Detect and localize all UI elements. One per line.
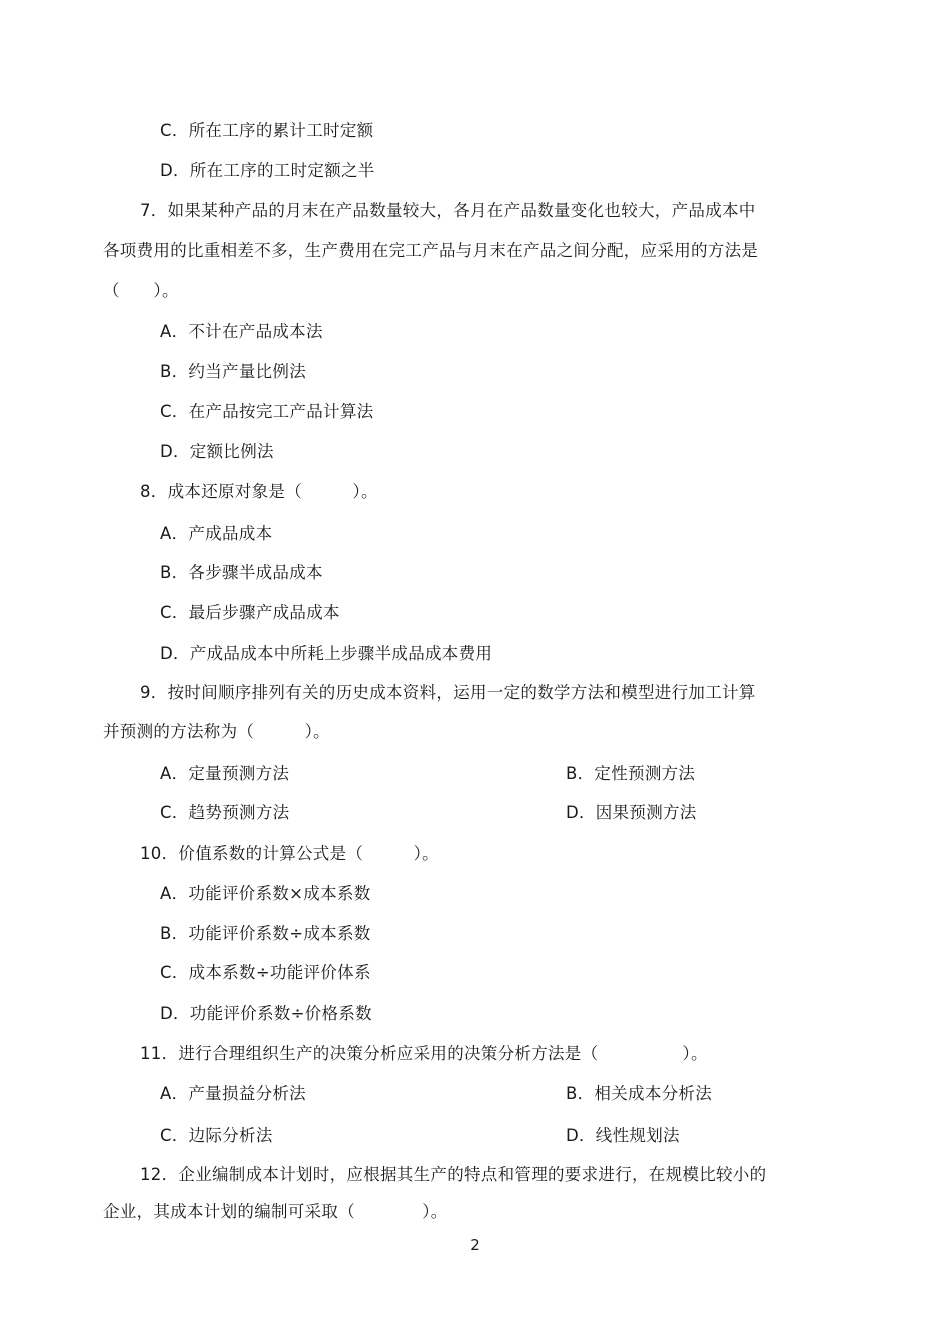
q7-option-a: A．不计在产品成本法 xyxy=(160,322,323,341)
q7-stem-line-3: （ ）。 xyxy=(103,281,179,300)
q9-option-a: A．定量预测方法 xyxy=(160,764,290,783)
q7-option-b: B．约当产量比例法 xyxy=(160,362,307,381)
q11-option-c: C．边际分析法 xyxy=(160,1126,273,1145)
q7-stem-line-2: 各项费用的比重相差不多，生产费用在完工产品与月末在产品之间分配，应采用的方法是 xyxy=(103,241,759,260)
q10-option-d: D．功能评价系数÷价格系数 xyxy=(160,1004,372,1023)
q7-stem-line-1: 7．如果某种产品的月末在产品数量较大，各月在产品数量变化也较大，产品成本中 xyxy=(140,201,756,220)
q8-option-c: C．最后步骤产成品成本 xyxy=(160,603,340,622)
q8-option-a: A．产成品成本 xyxy=(160,524,273,543)
q9-option-b: B．定性预测方法 xyxy=(566,764,696,783)
page-number: 2 xyxy=(470,1236,480,1254)
q11-option-b: B．相关成本分析法 xyxy=(566,1084,713,1103)
q11-option-a: A．产量损益分析法 xyxy=(160,1084,306,1103)
q11-stem: 11．进行合理组织生产的决策分析应采用的决策分析方法是（ ）。 xyxy=(140,1044,708,1063)
q7-option-d: D．定额比例法 xyxy=(160,442,274,461)
q12-stem-line-2: 企业，其成本计划的编制可采取（ ）。 xyxy=(103,1202,448,1221)
q6-option-d: D．所在工序的工时定额之半 xyxy=(160,161,375,180)
q7-option-c: C．在产品按完工产品计算法 xyxy=(160,402,374,421)
q9-option-c: C．趋势预测方法 xyxy=(160,803,290,822)
q10-stem: 10．价值系数的计算公式是（ ）。 xyxy=(140,844,439,863)
q12-stem-line-1: 12．企业编制成本计划时，应根据其生产的特点和管理的要求进行，在规模比较小的 xyxy=(140,1165,767,1184)
q10-option-a: A．功能评价系数×成本系数 xyxy=(160,884,371,903)
q6-option-c: C．所在工序的累计工时定额 xyxy=(160,121,374,140)
q9-option-d: D．因果预测方法 xyxy=(566,803,697,822)
q10-option-b: B．功能评价系数÷成本系数 xyxy=(160,924,371,943)
q8-option-b: B．各步骤半成品成本 xyxy=(160,563,323,582)
q9-stem-line-2: 并预测的方法称为（ ）。 xyxy=(103,722,330,741)
q10-option-c: C．成本系数÷功能评价体系 xyxy=(160,963,371,982)
q9-stem-line-1: 9．按时间顺序排列有关的历史成本资料，运用一定的数学方法和模型进行加工计算 xyxy=(140,683,756,702)
q8-option-d: D．产成品成本中所耗上步骤半成品成本费用 xyxy=(160,644,493,663)
q8-stem: 8．成本还原对象是（ ）。 xyxy=(140,482,378,501)
q11-option-d: D．线性规划法 xyxy=(566,1126,680,1145)
